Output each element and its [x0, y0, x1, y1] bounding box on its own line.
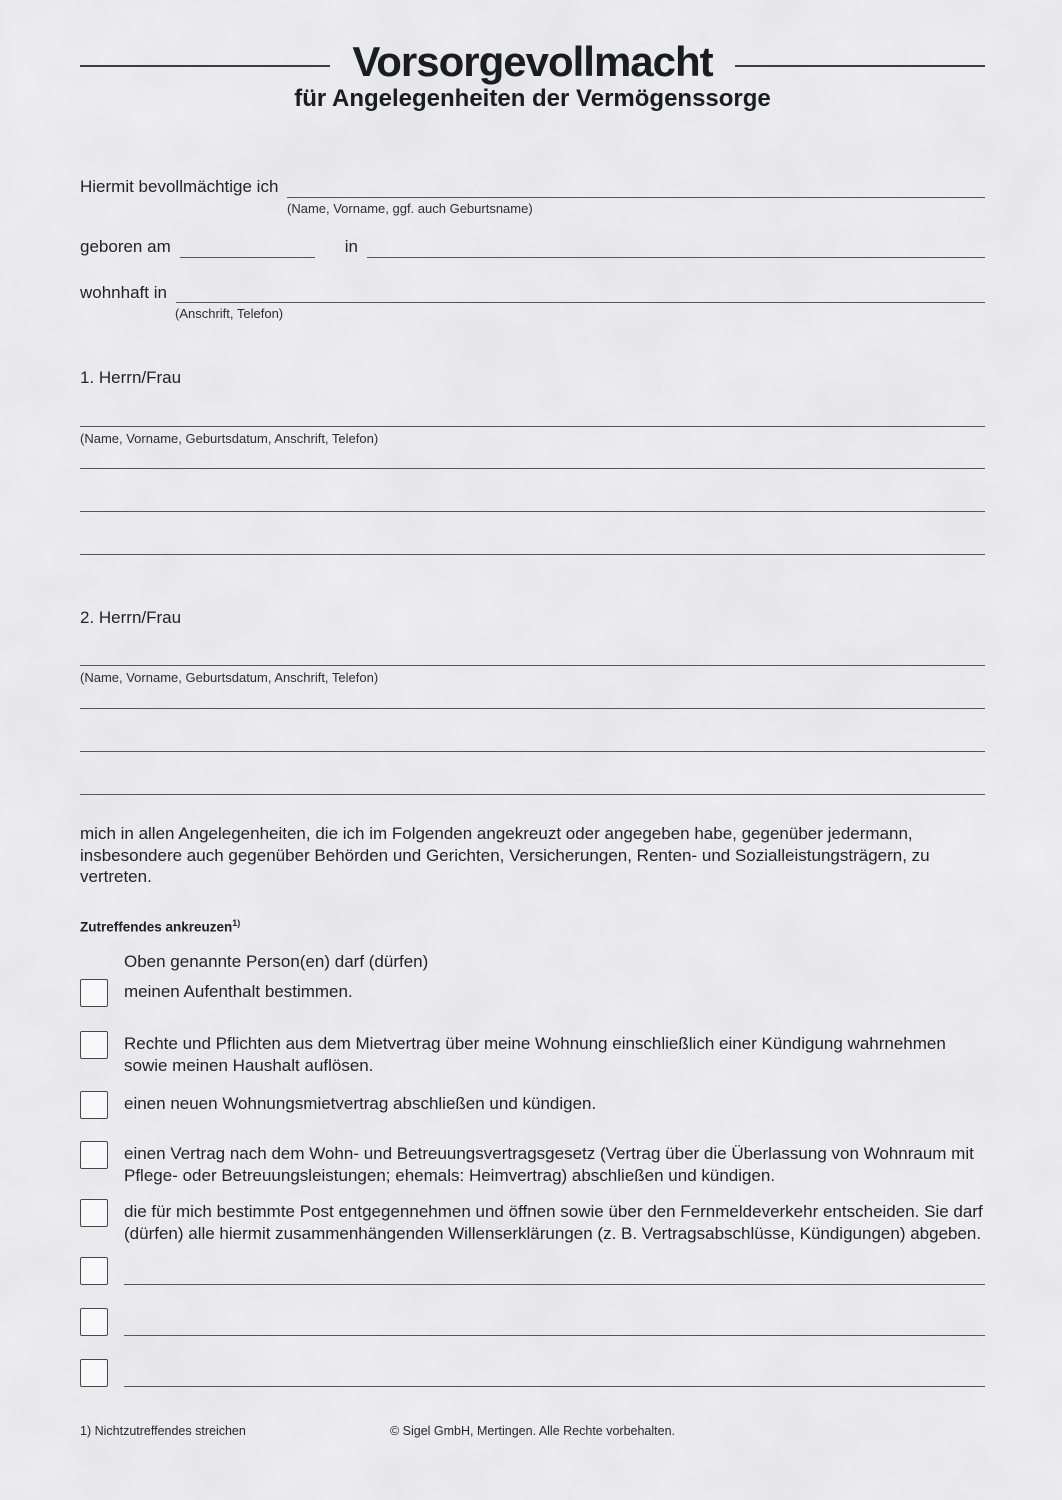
- write-in-line-3[interactable]: [124, 1359, 985, 1387]
- checkbox-custom-2[interactable]: [80, 1308, 108, 1336]
- born-label: geboren am: [80, 237, 171, 257]
- checkbox-aufenthalt[interactable]: [80, 979, 108, 1007]
- check-row-mietvertrag: [80, 1031, 985, 1077]
- checkbox-post[interactable]: [80, 1199, 108, 1227]
- checklist-intro: Oben genannte Person(en) darf (dürfen): [124, 951, 429, 971]
- check-row-residence-determination: [80, 979, 985, 1007]
- checkbox-label: Rechte und Pflichten aus dem Mietvertrag über meine Wohnung einschließlich einer Kündigung wahrnehmen sowie meinen Haushalt auflösen.: [124, 1033, 946, 1075]
- residence-label: wohnhaft in: [80, 282, 167, 302]
- checkbox-heimvertrag[interactable]: [80, 1141, 108, 1169]
- principal-name-hint: (Name, Vorname, ggf. auch Geburtsname): [287, 200, 533, 216]
- attorney-2-line-2[interactable]: [80, 708, 985, 709]
- form-content: [0, 40, 1062, 1387]
- attorney-2-section: [80, 607, 985, 795]
- form-header: [80, 40, 985, 112]
- attorney-1-line-2[interactable]: [80, 468, 985, 469]
- born-date-line[interactable]: [180, 237, 315, 258]
- attorney-2-heading: 2. Herrn/Frau: [80, 608, 182, 628]
- check-row-custom-3: [80, 1359, 985, 1387]
- write-in-line-2[interactable]: [124, 1308, 985, 1336]
- attorney-1-line-3[interactable]: [80, 511, 985, 512]
- residence-line[interactable]: [176, 282, 985, 303]
- grant-label: Hiermit bevollmächtige ich: [80, 177, 279, 197]
- born-row: [80, 236, 985, 257]
- attorney-1-line-1[interactable]: [80, 426, 985, 427]
- attorney-2-line-4[interactable]: [80, 794, 985, 795]
- check-row-post: [80, 1199, 985, 1245]
- attorney-1-heading: 1. Herrn/Frau: [80, 368, 182, 388]
- authorization-text: mich in allen Angelegenheiten, die ich im Folgenden angekreuzt oder angegeben habe, gegenüber jedermann, insbesondere auch gegenüber Behörden und Gerichten, Versicherungen, Renten- und Sozialleistungsträgern, zu vertreten.: [80, 823, 930, 887]
- checkbox-custom-3[interactable]: [80, 1359, 108, 1387]
- check-row-custom-1: [80, 1257, 985, 1285]
- checkbox-label: einen neuen Wohnungsmietvertrag abschließen und kündigen.: [124, 1093, 597, 1113]
- title-rule-left: [80, 65, 330, 67]
- attorney-1-line-4[interactable]: [80, 554, 985, 555]
- born-place-label: in: [344, 237, 358, 257]
- checklist-instruction-text: Zutreffendes ankreuzen: [80, 919, 233, 935]
- page-subtitle: für Angelegenheiten der Vermögenssorge: [294, 85, 771, 113]
- residence-hint: (Anschrift, Telefon): [175, 305, 284, 321]
- attorney-2-line-3[interactable]: [80, 751, 985, 752]
- attorney-1-hint: (Name, Vorname, Geburtsdatum, Anschrift, Telefon): [80, 430, 379, 446]
- checkbox-mietvertrag[interactable]: [80, 1031, 108, 1059]
- check-row-neuer-mietvertrag: [80, 1091, 985, 1119]
- footnote-marker: 1): [232, 918, 241, 929]
- attorney-2-hint: (Name, Vorname, Geburtsdatum, Anschrift, Telefon): [80, 670, 379, 686]
- check-row-heimvertrag: [80, 1141, 985, 1187]
- checklist-instruction: [80, 918, 985, 935]
- form-footer: [80, 1424, 985, 1438]
- write-in-line-1[interactable]: [124, 1257, 985, 1285]
- checkbox-label: meinen Aufenthalt bestimmen.: [124, 981, 353, 1001]
- checkbox-label: einen Vertrag nach dem Wohn- und Betreuungsvertragsgesetz (Vertrag über die Überlassung von Wohnraum mit Pflege- oder Betreuungsleistungen; ehemals: Heimvertrag) abschließen und kündigen.: [124, 1143, 974, 1186]
- attorney-2-line-1[interactable]: [80, 665, 985, 666]
- footer-copyright: © Sigel GmbH, Mertingen. Alle Rechte vorbehalten.: [389, 1424, 676, 1438]
- checkbox-custom-1[interactable]: [80, 1257, 108, 1285]
- residence-row: [80, 282, 985, 303]
- grant-row: [80, 176, 985, 197]
- footer-footnote: 1) Nichtzutreffendes streichen: [80, 1424, 246, 1438]
- check-row-custom-2: [80, 1308, 985, 1336]
- page-title: Vorsorgevollmacht: [352, 38, 713, 85]
- principal-name-line[interactable]: [287, 177, 985, 198]
- attorney-1-section: [80, 367, 985, 555]
- checkbox-label: die für mich bestimmte Post entgegennehmen und öffnen sowie über den Fernmeldeverkehr entscheiden. Sie darf (dürfen) alle hiermit zusammenhängenden Willenserklärungen (z. B. Vertragsabschlüsse, Kündigungen) abgeben.: [124, 1202, 983, 1244]
- checkbox-neuer-mietvertrag[interactable]: [80, 1091, 108, 1119]
- title-row: [80, 40, 985, 84]
- born-place-line[interactable]: [367, 237, 985, 258]
- title-rule-right: [735, 65, 985, 67]
